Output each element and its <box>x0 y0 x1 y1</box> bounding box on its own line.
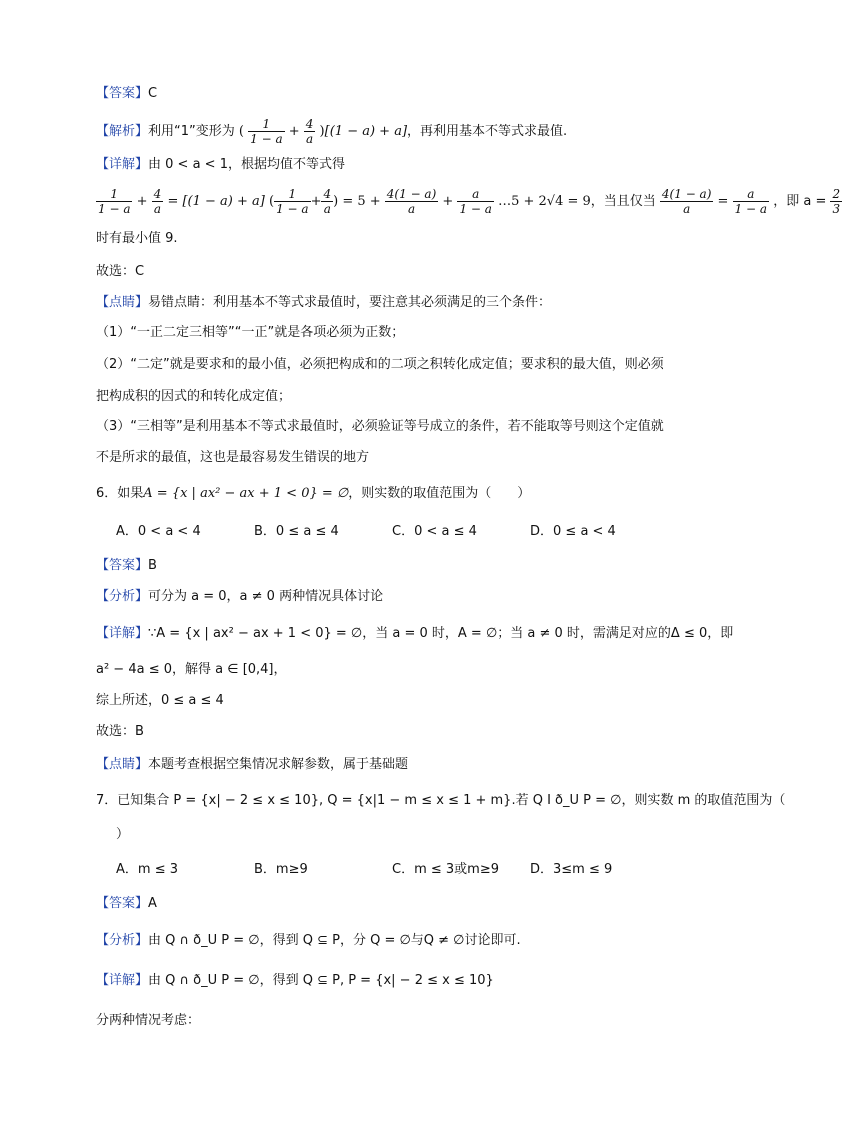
q6-options <box>116 522 616 542</box>
analysis-tag: 【分析】 <box>96 589 149 604</box>
detail-tag: 【详解】 <box>96 157 149 172</box>
q5-answer-line <box>96 84 157 104</box>
detail-text: ∵A = {x | ax² − ax + 1 < 0} = ∅，当 a = 0 时，A = ∅；当 a ≠ 0 时，需满足对应的Δ ≤ 0，即 <box>148 626 734 641</box>
set-expression: A = {x | ax² − ax + 1 < 0} = ∅ <box>143 486 349 501</box>
answer-value: B <box>148 558 157 573</box>
analysis-text: 由 Q ∩ ð_U P = ∅，得到 Q ⊆ P，分 Q = ∅与Q ≠ ∅讨论即可. <box>148 933 521 948</box>
answer-tag: 【答案】 <box>96 86 149 101</box>
q5-min-line: 时有最小值 9. <box>96 231 178 246</box>
answer-value: A <box>148 896 157 911</box>
answer-tag: 【答案】 <box>96 896 149 911</box>
q7-stem-line-2: ） <box>116 827 130 842</box>
option-b: B．0 ≤ a ≤ 4 <box>254 524 339 539</box>
q5-note-item-1: （1）“一正二定三相等”“一正”就是各项必须为正数； <box>96 325 405 340</box>
q7-options <box>116 860 612 880</box>
q6-analysis-line <box>96 587 383 607</box>
analysis-tag: 【分析】 <box>96 933 149 948</box>
detail-text: 由 0 < a < 1，根据均值不等式得 <box>148 157 345 172</box>
q6-stem <box>96 484 530 504</box>
fraction: $\frac{1}{1 - a}$ <box>250 117 283 146</box>
q5-note-line <box>96 293 551 313</box>
fraction: $\frac{2}{3}$ <box>832 187 841 216</box>
analysis-tag: 【解析】 <box>96 124 149 139</box>
analysis-text: 利用“1”变形为 <box>148 124 235 139</box>
analysis-text: ，再利用基本不等式求最值. <box>407 124 568 139</box>
q7-stem-line-1: 7．已知集合 P = {x| − 2 ≤ x ≤ 10}, Q = {x|1 − m ≤ x ≤ 1 + m}.若 Q I ð_U P = ∅，则实数 m 的取值范围为（ <box>96 793 786 808</box>
option-c: C．m ≤ 3或m≥9 <box>392 862 499 877</box>
detail-tag: 【详解】 <box>96 973 149 988</box>
q5-note-item-3b: 不是所求的最值，这也是最容易发生错误的地方 <box>96 450 370 465</box>
fraction: $\frac{4}{a}$ <box>323 187 332 216</box>
q7-answer-line <box>96 894 157 914</box>
option-c: C．0 < a ≤ 4 <box>392 524 477 539</box>
fraction: $\frac{a}{1 - a}$ <box>459 187 492 216</box>
fraction: $\frac{a}{1 - a}$ <box>734 187 768 216</box>
option-a: A．0 < a < 4 <box>116 524 201 539</box>
note-text: 易错点睛：利用基本不等式求最值时，要注意其必须满足的三个条件： <box>148 295 552 310</box>
option-b: B．m≥9 <box>254 862 308 877</box>
fraction: $\frac{1}{1 - a}$ <box>276 187 309 216</box>
q6-choose-line: 故选：B <box>96 724 144 739</box>
math-expression: = 5 + <box>342 194 381 209</box>
note-tag: 【点睛】 <box>96 757 149 772</box>
detail-text: 由 Q ∩ ð_U P = ∅，得到 Q ⊆ P, P = {x| − 2 ≤ x ≤ 10} <box>148 973 494 988</box>
fraction: $\frac{4(1 - a)}{a}$ <box>386 187 437 216</box>
q5-choose-line: 故选：C <box>96 264 145 279</box>
note-tag: 【点睛】 <box>96 295 149 310</box>
q7-analysis-line <box>96 931 521 951</box>
q5-note-item-2b: 把构成积的因式的和转化成定值； <box>96 389 292 404</box>
answer-tag: 【答案】 <box>96 558 149 573</box>
math-expression: ，即 a = <box>773 194 827 209</box>
note-text: 本题考查根据空集情况求解参数，属于基础题 <box>148 757 409 772</box>
math-expression: [(1 − a) + a] <box>324 124 408 139</box>
paren-expression: ( $\frac{1}{1 - a}$ + $\frac{4}{a}$ ) <box>238 117 325 146</box>
math-expression: …5 + 2√4 = 9，当且仅当 <box>498 194 656 209</box>
q7-detail-line <box>96 971 494 991</box>
q7-cases-line: 分两种情况考虑： <box>96 1013 201 1028</box>
fraction: $\frac{4}{a}$ <box>153 187 162 216</box>
q5-analysis-line <box>96 117 567 146</box>
fraction: $\frac{4}{a}$ <box>305 117 314 146</box>
q6-detail-line-1 <box>96 624 733 644</box>
math-expression: = [(1 − a) + a] <box>167 194 265 209</box>
option-a: A．m ≤ 3 <box>116 862 178 877</box>
q5-note-item-2a: （2）“二定”就是要求和的最小值，必须把构成和的二项之积转化成定值；要求积的最大值，则必须 <box>96 357 664 372</box>
q5-detail-line <box>96 155 345 175</box>
q5-note-item-3a: （3）“三相等”是利用基本不等式求最值时，必须验证等号成立的条件，若不能取等号则这个定值就 <box>96 419 664 434</box>
stem-text: ，则实数的取值范围为（ ） <box>348 486 531 501</box>
option-d: D．0 ≤ a < 4 <box>530 524 616 539</box>
q6-detail-line-2: a² − 4a ≤ 0，解得 a ∈ [0,4]， <box>96 662 287 677</box>
fraction: $\frac{4(1 - a)}{a}$ <box>661 187 712 216</box>
detail-tag: 【详解】 <box>96 626 149 641</box>
q6-note-line <box>96 755 408 775</box>
q5-equation-line: $\frac{1}{1 - a}$ + $\frac{4}{a}$ = [(1 − a) + a] ( $\frac{1}{1 - a}$ + $\frac{4}{a}$ ) = 5 + $\frac{4(1 - a)}{a}$ + $\frac{a}{1 - a}$ …5 + 2√4 = 9，当且仅当 $\frac{4(1 - a)}{a}$ = $\frac{a}{1 - a}$ ，即 a = $\frac{2}{3}$ <box>98 187 841 216</box>
answer-value: C <box>148 86 158 101</box>
analysis-text: 可分为 a = 0，a ≠ 0 两种情况具体讨论 <box>148 589 384 604</box>
q6-answer-line <box>96 556 157 576</box>
fraction: $\frac{1}{1 - a}$ <box>98 187 131 216</box>
q6-summary-line: 综上所述，0 ≤ a ≤ 4 <box>96 693 224 708</box>
option-d: D．3≤m ≤ 9 <box>530 862 613 877</box>
stem-text: 6．如果 <box>96 486 144 501</box>
